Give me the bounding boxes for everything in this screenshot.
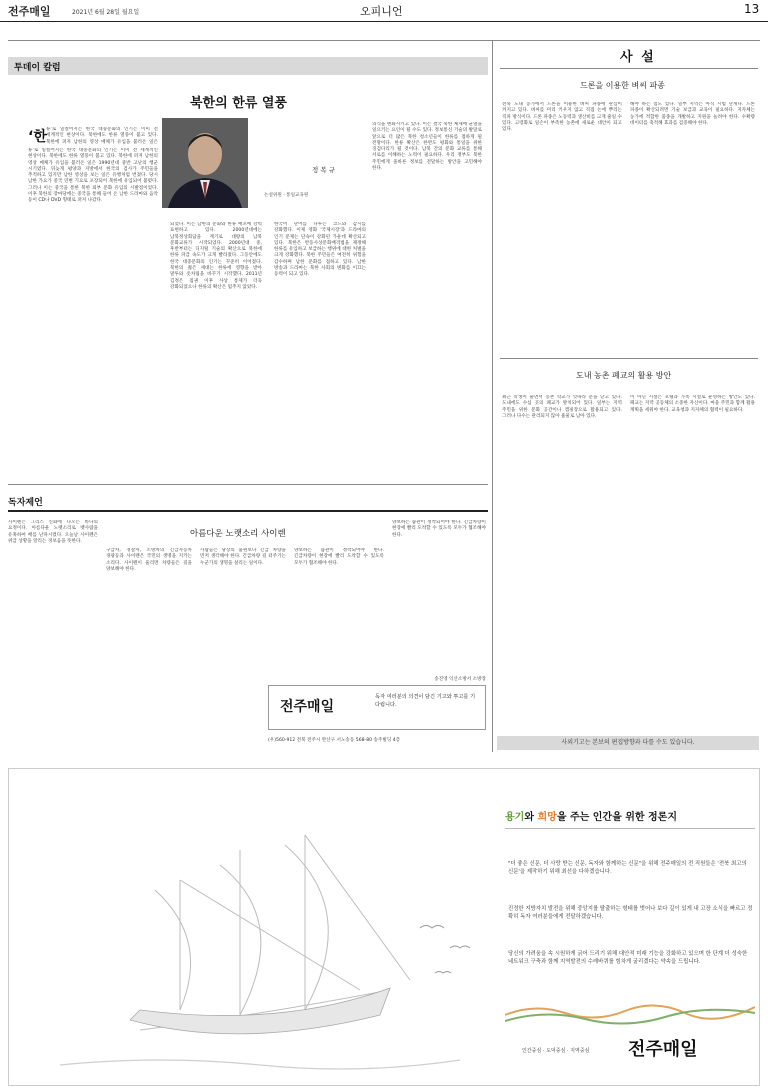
editorial-header: 사 설 [620, 50, 656, 65]
editorial-1-text-2: 해야 하는 점도 있다. 일부 지역은 아직 시범 단계다. 드론 파종이 확산되려면 기술 보급과 교육이 필요하다. 지자체는 농가에 적합한 품종을 개발하고 지원을 늘려야 한다. 수확량 데이터를 축적해 효과를 검증해야 한다. [630, 102, 755, 126]
column-text-1: 류’로 일컬어지는 한국 대중문화의 인기는 이미 전 세계적인 현상이다. 북한에도 한류 열풍이 불고 있다. 북한에 퍼져 남한의 영상 매체가 유입을 불러온 일은 1990년대 중반 고난의 행군 시기였다. 뒤늦게 평양과 지방에서 한국의 검사가 주민들을 추적하고 있지만 남한 영상을 보는 일은 유행처럼 번졌다. 당시 남한 가요가 중국 연변 기요로 포장되어 북한에 유입되어 불렸다. 그러나 이는 중국을 통한 북한 외부 문화 유입의 시발점이었다. 이후 북한의 장마당에는 중국을 통해 들어 온 남한 드라마와 음악 등이 CD나 DVD 형태로 퍼져 나갔다. [28, 148, 158, 204]
submission-address: (우)560-912 전북 전주시 완산구 서노송동 568-80 송주빌딩 4층 [268, 738, 401, 743]
reader-text-1: 사이렌은 그리스 신화에 나오는 바다의 요정이다. 아름다운 노랫소리로 뱃사람을 유혹하여 배를 난파시켰다. 오늘날 사이렌은 위급 상황을 알리는 경보음을 뜻한다. [8, 520, 98, 544]
author-name: 정 복 규 [312, 166, 335, 174]
editorial-1-text-1: 전북 도내 농가에서 드론을 이용한 벼씨 파종에 관심이 커지고 있다. 벼씨를 미리 키우지 않고 직접 논에 뿌리는 직파 방식이다. 드론 파종은 노동력과 생산비를 크게 줄일 수 있다. 고령화로 일손이 부족한 농촌에 새로운 대안이 되고 있다. [502, 102, 622, 133]
ad-subtitle: 인간중심 · 도덕중심 · 지역중심 [522, 1048, 590, 1054]
editorial-mid-rule [500, 358, 758, 359]
editorial-title-1: 드론을 이용한 벼씨 파종 [580, 81, 665, 90]
column-text-2: 되었다. 이는 남한의 문화와 한류 배포에 강력 표현하고 있다. 2000년대에는 남북정상회담을 계기로 대량의 남북 문화교류가 시작되었다. 2000년대 중, 후반부터는 디지털 기술의 확산으로 북한에 한류 파급 속도가 크게 빨라졌다. 그동안에도 한국 대중문화의 인기는 꾸준히 이어졌다. 북한의 젊은 세대는 한류에 영향을 받아 말투와 옷차림을 바꾸기 시작했다. 2011년 김정은 집권 이후 사상 통제가 더욱 강화되었으나 한류의 확산은 멈추지 않았다. [170, 222, 262, 290]
submission-ad-logo: 전주매일 [280, 699, 335, 715]
author-photo [162, 118, 248, 208]
pledge-paragraph-2: 진정한 지방자치 발전을 위해 중앙지를 탈출하는 형태를 벗어나 보다 깊이 있게 내 고장 소식을 빠르고 정확히 독자 여러분들에게 전달하겠습니다. [508, 906, 753, 921]
reader-title: 아름다운 노랫소리 사이렌 [190, 529, 286, 539]
column-bottom-rule [8, 484, 488, 485]
editorial-rule [500, 68, 758, 69]
column-title: 북한의 한류 열풍 [190, 96, 287, 111]
reader-text-3: 사람들은 당장의 불편보다 긴급 차량을 먼저 생각해야 한다. 긴급차량 길 터주기는 누군가의 생명을 살리는 일이다. [200, 548, 286, 566]
section-title: 오피니언 [360, 5, 403, 18]
top-rule [8, 40, 760, 41]
pledge-paragraph-1: "더 좋은 신문, 더 사랑 받는 신문, 독자와 함께하는 신문"을 위해 전주매일의 전 직원들은 '전북 최고의 신문'을 제작하기 위해 최선을 다하겠습니다. [508, 861, 747, 876]
ad-slogan: 용기와 희망을 주는 인간을 위한 정론지 [505, 812, 677, 823]
wave-graphic [505, 995, 755, 1025]
birds-illustration [400, 908, 490, 1008]
reader-tag: 독자제언 [8, 498, 43, 508]
column-text-4: 의식을 변화시키고 있다. 이는 결국 북한 체제에 균열을 일으키는 요인이 될 수도 있다. 정보통신 기술의 발달로 앞으로 더 많은 북한 청소년들이 한류를 접하게 될 전망이다. 한류 확산은 한반도 평화와 통일을 위한 징검다리가 될 것이다. 남북 간의 문화 교류를 통해 서로를 이해하는 노력이 필요하다. 우리 정부도 북한 주민에게 올바른 정보를 전달하는 방안을 고민해야 한다. [372, 122, 482, 172]
editorial-disclaimer: 사외기고는 본보의 편집방향과 다를 수도 있습니다. [497, 736, 759, 750]
editorial-2-text-2: 이 아닌 시설은 호텔과 가족 시설로 운영하는 방안도 있다. 폐교는 지역 공동체의 소중한 자산이다. 마을 주민과 함께 활용 계획을 세워야 한다. 교육청과 지자체의 협력이 필요하다. [630, 395, 755, 413]
reader-text-2: 구급차, 경찰차, 소방차의 긴급자동차 경광등과 사이렌은 국민의 생명을 지키는 소리다. 사이렌이 울리면 차량들은 길을 양보해야 한다. [106, 548, 192, 572]
ad-logo: 전주매일 [628, 1039, 698, 1060]
column-text-3: 한국어 단어를 다루는 코드와 감시를 강화했다. 이제 영화 '국제시장'과 드라마의 인기 문제는 단속이 강화된 가운데 확산되고 있다. 북한은 반동사상문화배격법을 제정해 한류를 유입하고 보급하는 행위에 대한 처벌을 크게 강화했다. 북한 주민들은 여전히 위험을 감수하며 남한 문화를 접하고 있다. 남한 방송과 드라마는 북한 사회의 변화를 이끄는 동력이 되고 있다. [274, 222, 366, 278]
paper-logo: 전주매일 [8, 5, 51, 18]
column-lead-text: 류’로 일컬어지는 한국 대중문화의 인기는 이미 전 세계적인 현상이다. 북한에도 한류 열풍이 불고 있다. 북한에 퍼져 남한의 영상 매체가 유입을 불러온 일은 [46, 127, 158, 145]
pledge-paragraph-3: 당신의 가려움을 속 시원하게 긁어 드리기 위해 대안적 미래 기능을 강화하고 있으며 한 단계 더 성숙한 네트워크 구축과 함께 지역발전의 수레바퀴를 힘차게 굴리겠다는 약속을 드립니다. [508, 951, 748, 966]
reader-signature: 송진영 익산소방서 소방장 [434, 677, 486, 682]
reader-rule [8, 510, 488, 512]
editorial-title-2: 도내 농촌 폐교의 활용 방안 [576, 371, 672, 380]
lead-character: ‘한 [28, 129, 47, 145]
page-number: 13 [744, 2, 760, 16]
slogan-underline [505, 828, 755, 829]
reader-text-4: 양보하는 습관이 정착되어야 한다. 긴급차량이 현장에 빨리 도착할 수 있도록 모두가 협조해야 한다. [294, 548, 384, 566]
editorial-2-text-1: 최근 학생이 줄면서 농촌 학교가 잇따라 문을 닫고 있다. 도내에도 수십 곳의 폐교가 방치되어 있다. 일부는 지역 주민을 위한 문화 공간이나 캠핑장으로 활용되고 있다. 그러나 다수는 관리되지 않아 흉물로 남아 있다. [502, 395, 622, 419]
column-tag: 투데이 칼럼 [8, 57, 488, 75]
author-affiliation: 논설위원 · 통일교육원 [264, 193, 309, 198]
reader-text-5: 양보하는 습관이 정착되어야 한다. 긴급차량이 현장에 빨리 도착할 수 있도록 모두가 협조해야 한다. [392, 520, 486, 538]
issue-date: 2021년 6월 28일 월요일 [72, 9, 140, 16]
submission-ad-copy: 독자 여러분의 의견이 담긴 기고와 투고를 기다립니다. [375, 694, 476, 708]
column-divider [492, 40, 493, 752]
